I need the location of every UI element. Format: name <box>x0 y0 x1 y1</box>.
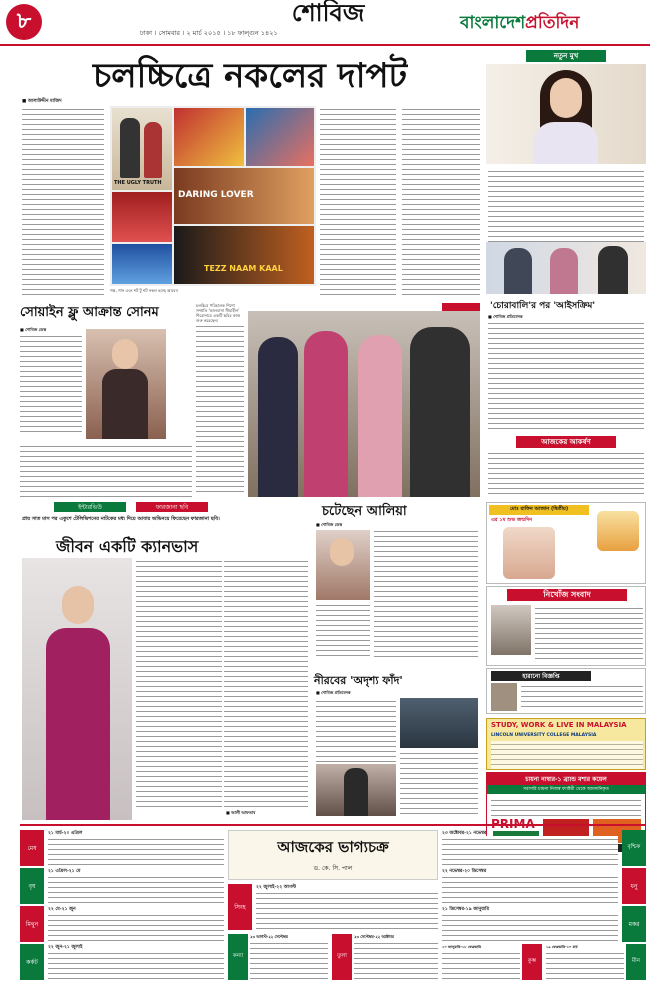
sign-singha <box>228 884 438 930</box>
malaysia-ad <box>486 718 646 770</box>
sign-dates: ২৩ সেপ্টেম্বর-২২ অক্টোবর <box>354 934 394 939</box>
missing-title: নিখোঁজ সংবাদ <box>507 589 627 601</box>
chorabali-headline: 'চোরাবালি'র পর 'আইসক্রিম' <box>490 301 596 311</box>
poster-collage <box>110 106 316 286</box>
nirobe-photo <box>316 764 396 816</box>
sign-name: মেষ <box>20 830 44 866</box>
photo-head <box>550 78 582 118</box>
sign-text <box>442 912 618 942</box>
akorshon-headline: আজকের আকর্ষণ <box>516 436 616 448</box>
akorshon-box <box>486 436 646 496</box>
chorabali-byline: ■ শোবিজ প্রতিবেদক <box>488 314 523 319</box>
interview-headline: জীবন একটি ক্যানভাস <box>56 537 199 556</box>
sign-brish <box>20 868 224 904</box>
sign-name: ধনু <box>622 868 646 904</box>
lost-title: হারানো বিজ্ঞপ্তি <box>491 671 591 681</box>
sign-text <box>442 836 618 866</box>
sign-dhanu <box>442 868 646 904</box>
horoscope <box>20 824 646 982</box>
sign-text <box>48 836 224 866</box>
nirobe-text-1 <box>316 698 396 762</box>
poster-title: TEZZ NAAM KAAL <box>204 264 283 273</box>
center-feature <box>196 303 480 498</box>
lead-headline: চলচ্চিত্রে নকলের দাপট <box>92 55 408 96</box>
sign-kumbha <box>442 944 542 980</box>
actor-2 <box>598 246 628 294</box>
masthead <box>460 10 646 36</box>
sign-dates: ২১ মার্চ-২০ এপ্রিল <box>48 831 83 836</box>
coil-title: চায়না নাম্বার-১ ব্র্যান্ড মশার কয়েল <box>487 773 645 785</box>
lost-ad <box>486 668 646 714</box>
sign-mesh <box>20 830 224 866</box>
photo-body <box>102 369 148 439</box>
malaysia-title: STUDY, WORK & LIVE IN MALAYSIA <box>491 721 627 729</box>
chorabali-story <box>486 242 646 432</box>
poster-figure <box>144 122 162 178</box>
poster-blue <box>112 244 172 284</box>
photo-head <box>330 538 354 566</box>
coil-sub: সরাসরি চায়না নিজস্ব ফ্যাক্টরী থেকে আমদানিকৃত <box>487 785 645 794</box>
section-title: শোবিজ <box>291 0 365 27</box>
interview-intro: প্রায় সাত মাস পর একুশে টেলিভিশনের নাটকের মধ্য দিয়ে আবার অভিনয়ে ফিরেছেন ফারজানা ছবি। <box>22 516 220 522</box>
lost-photo <box>491 683 517 711</box>
interview-name-tag: ফারজানা ছবি <box>136 502 208 512</box>
notun-mukh-label: নতুন মুখ <box>526 50 606 62</box>
alia-headline: চটেছেন আলিয়া <box>322 504 407 519</box>
sign-dates: ২৩ অক্টোবর-২১ নভেম্বর <box>442 831 487 836</box>
interview-photo <box>22 558 132 820</box>
photo-head <box>112 339 138 369</box>
sign-name: কর্কট <box>20 944 44 980</box>
group-photo <box>248 311 480 497</box>
lead-caption: গল্প, গান এবং শট টু শট নকল হচ্ছে আবো। <box>110 288 179 293</box>
poster-tezz-naam <box>174 226 314 284</box>
lost-text <box>521 683 643 711</box>
missing-ad <box>486 586 646 666</box>
actor-1 <box>504 248 532 294</box>
birthday-title: মোঃ রাফিন আজান (দ্বিতীয়) <box>489 505 589 515</box>
sign-text <box>546 950 624 980</box>
sign-dates: ২২ নভেম্বর-২০ ডিসেম্বর <box>442 869 487 874</box>
akorshon-text <box>488 450 644 494</box>
alia-photo <box>316 530 370 600</box>
sonam-text-1 <box>20 333 82 433</box>
photo-figure <box>344 768 368 816</box>
poster-title: THE UGLY TRUTH <box>114 180 162 186</box>
sign-text <box>354 940 438 980</box>
photo-dress <box>46 628 110 820</box>
interview-text-1 <box>136 558 222 808</box>
sonam-photo <box>86 329 166 439</box>
actress-2 <box>358 335 402 497</box>
alia-text-2 <box>316 602 370 658</box>
sign-mithun <box>20 906 224 942</box>
actor-1 <box>258 337 298 497</box>
birthday-ad <box>486 502 646 584</box>
sign-dates: ২২ জুন-২১ জুলাই <box>48 945 83 950</box>
interview-byline: ■ আলী আফতাব <box>226 810 256 815</box>
poster-dhallywood <box>246 108 314 166</box>
alia-story <box>314 502 480 672</box>
sign-text <box>256 890 438 930</box>
sign-text <box>48 950 224 980</box>
interview-tag: ইন্টারভিউ <box>54 502 126 512</box>
interview-section <box>20 502 310 820</box>
sign-name: সিংহ <box>228 884 252 930</box>
sign-text <box>48 912 224 942</box>
sign-karkat <box>20 944 224 980</box>
sign-kanya <box>228 934 328 980</box>
sign-dates: ২২ মে-২১ জুন <box>48 907 76 912</box>
lead-story <box>20 50 480 298</box>
nirobe-headline: নীরবের 'অদৃশ্য ফাঁদ' <box>314 674 403 687</box>
sonam-story <box>20 303 192 498</box>
dhakai-tag <box>442 303 480 311</box>
nirobe-photo-2 <box>400 698 478 748</box>
sign-name: মকর <box>622 906 646 942</box>
horoscope-title: আজকের ভাগ্যচক্র <box>277 838 389 856</box>
sonam-text-2 <box>20 443 192 497</box>
sign-dates: ১৯ ফেব্রুয়ারি-২০ মার্চ <box>546 945 578 949</box>
lead-text-col-1 <box>22 106 104 296</box>
sign-name: বৃশ্চিক <box>622 830 646 866</box>
poster-title: DARING LOVER <box>178 190 254 200</box>
actress-1 <box>304 331 348 497</box>
sign-dates: ২১ এপ্রিল-২১ মে <box>48 869 81 874</box>
nirobe-story <box>314 672 480 822</box>
poster-bollywood <box>174 108 244 166</box>
poster-red <box>112 192 172 242</box>
lead-text-col-2 <box>320 106 396 296</box>
poster-ugly-truth <box>112 108 172 190</box>
birthday-baby-photo <box>503 527 555 579</box>
sign-meen <box>546 944 646 980</box>
sonam-byline: ■ শোবিজ ডেস্ক <box>20 327 47 332</box>
poster-daring-lover <box>174 168 314 224</box>
masthead-part2: প্রতিদিন <box>525 13 580 33</box>
page-number: ৮ <box>6 4 42 40</box>
malaysia-text <box>491 741 643 769</box>
sign-dates: ২২ জুলাই-২২ আগস্ট <box>256 885 297 890</box>
masthead-part1: বাংলাদেশ <box>460 13 526 33</box>
chorabali-photo <box>486 242 646 294</box>
sign-tula <box>332 934 438 980</box>
malaysia-sub: LINCOLN UNIVERSITY COLLEGE MALAYSIA <box>491 733 597 738</box>
lead-byline: ■ আলাউদ্দীন মাজিদ <box>22 99 62 104</box>
sign-dates: ২৩ আগস্ট-২২ সেপ্টেম্বর <box>250 934 288 939</box>
sign-dates: ২০ জানুয়ারি-১৮ ফেব্রুয়ারি <box>442 945 482 949</box>
poster-figure <box>120 118 140 178</box>
sonam-headline: সোয়াইন ফ্লু আক্রান্ত সোনম <box>20 305 159 320</box>
sign-text <box>442 950 520 980</box>
sign-name: তুলা <box>332 934 352 980</box>
sign-name: কুম্ভ <box>522 944 542 980</box>
photo-dress <box>534 122 598 164</box>
sign-name: মীন <box>626 944 646 980</box>
sign-name: মিথুন <box>20 906 44 942</box>
sign-text <box>442 874 618 904</box>
sign-text <box>48 874 224 904</box>
horoscope-author: ড. কে. সি. পাল <box>313 865 353 872</box>
nirobe-text-2 <box>400 750 478 816</box>
center-caption: চলচ্চিত্র পরিচালক শিশো সম্প্রতি 'ভালবাসা সীমাহীন' শিরোনামে একটি ছবির কাজ শুরু করেছেন। <box>196 303 244 323</box>
birthday-cake-icon <box>597 511 639 551</box>
alia-byline: ■ শোবিজ ডেস্ক <box>316 522 343 527</box>
coil-text <box>491 797 641 817</box>
actress-1 <box>550 248 578 294</box>
missing-photo <box>491 605 531 655</box>
dateline: ঢাকা । সোমবার । ২ মার্চ ২০১৫ । ১৮ ফাল্গুন ১৪২১ <box>140 29 278 37</box>
interview-text-2 <box>224 558 308 808</box>
horoscope-title-box <box>228 830 438 880</box>
coil-brand: PRIMA <box>491 817 535 831</box>
page-header <box>0 0 650 46</box>
alia-text-1 <box>374 528 478 658</box>
missing-text <box>535 605 643 663</box>
sign-text <box>250 940 328 980</box>
center-caption-block <box>196 303 244 493</box>
notun-mukh-photo <box>486 64 646 164</box>
sign-brishchik <box>442 830 646 866</box>
actor-2 <box>410 327 470 497</box>
nirobe-byline: ■ শোবিজ প্রতিবেদক <box>316 690 351 695</box>
sign-makar <box>442 906 646 942</box>
photo-head <box>62 586 94 624</box>
sign-name: বৃষ <box>20 868 44 904</box>
sign-name: কন্যা <box>228 934 248 980</box>
lead-text-col-3 <box>402 106 480 296</box>
sign-dates: ২১ ডিসেম্বর-১৯ জানুয়ারি <box>442 907 489 912</box>
birthday-sub: এর ১ম শুভ জন্মদিন <box>491 517 533 523</box>
chorabali-text <box>488 320 644 432</box>
